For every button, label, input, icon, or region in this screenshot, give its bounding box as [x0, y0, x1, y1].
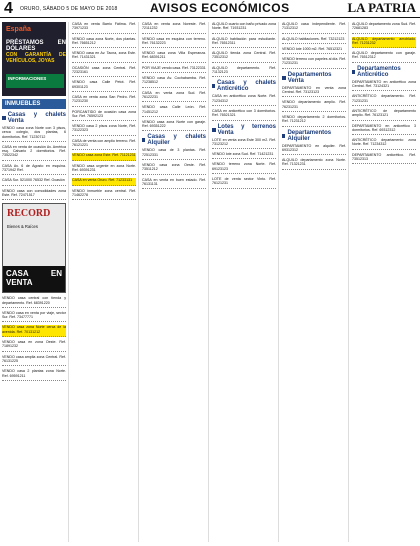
record-sale-label: CASA EN VENTA — [3, 266, 65, 292]
classified-ad: VENDO casa 2 pisos zona Norte, Ref. 73122323 — [72, 124, 136, 136]
classified-ad: DEPARTAMENTO en anticrético zona Central. Ref. 73124321 — [352, 80, 416, 92]
bullet-icon — [352, 70, 355, 74]
classified-ad: ALQUILO habitaciones. Ref. 73212123 — [282, 37, 346, 44]
classified-ad: VENDO casa zona Villa Esperanza. Ref. 68391211 — [142, 51, 206, 63]
column-3 — [142, 22, 209, 542]
classified-ad: VENDO lote 1000 m2. Ref. 76512321 — [282, 47, 346, 54]
highlighted-ad: ALQUILO departamento amoblado. Ref. 71231232 — [352, 37, 416, 49]
classified-ad: CASA en venta en buen estado. Ref. 76131131 — [142, 178, 206, 190]
classified-ad: CASA en venta de ocasión Av. América esq. Calvario 2 dormitorios. Ref. 73522342 — [2, 145, 66, 161]
classified-ad: CASA Sur. 521000 76532 Ref. Ocasión — [2, 178, 66, 185]
column-5 — [282, 22, 349, 542]
bullet-icon — [2, 116, 6, 120]
classified-ad: VENDO terreno zona Norte. Ref. 69123123 — [212, 162, 276, 174]
classified-ad: DEPARTAMENTO en anticrético 3 dormitorios. Ref. 69312312 — [352, 124, 416, 136]
classified-ad: LOTE de venta sector Vinto. Ref. 76121231 — [212, 177, 276, 189]
classified-ad: VENDO casa en venta por viaje, sector Sur. Ref. 73477771 — [2, 311, 66, 323]
classified-ad: VENDO casa Calle León. Ref. 71451212 — [142, 105, 206, 117]
record-brand: RECORD — [7, 208, 51, 220]
classified-ad: ALQUILO habitación para estudiante. Ref. 76512311 — [212, 37, 276, 49]
banner-line3: INFORMACIONES — [6, 74, 64, 88]
classified-ad: VENDO casa en zona Oeste. Ref. 71891232 — [2, 340, 66, 352]
category-inmuebles: INMUEBLES — [2, 99, 66, 109]
category-casas-chalets-venta — [2, 112, 66, 124]
category-casas-anticretico — [212, 80, 276, 92]
column-4 — [212, 22, 279, 542]
classified-ad: ALQUILO departamento con garaje. Ref. 76512312 — [352, 51, 416, 63]
classified-ad: VENDO inmueble zona central. Ref. 71462278 — [72, 189, 136, 201]
classified-ad: ALQUILO departamento zona Sud. Ref. 72681283 — [352, 22, 416, 34]
bullet-icon — [212, 128, 216, 132]
record-subtitle: Bienes & Raíces — [7, 224, 38, 230]
highlighted-ad: CASA en venta Oruro. Ref. 71233131 — [72, 178, 136, 185]
classified-ad: CASA Av. 6 de Agosto en esquina. 7371942 Ref. — [2, 164, 66, 176]
classified-ad: VENDO casa central con tienda y departamento. Ref. 68391220 — [2, 296, 66, 308]
classified-ad: VENDO casa Av. Cochabamba. Ref. 71238512 — [142, 76, 206, 88]
classified-ad: VENDO casa amplia zona Central. Ref. 76131225 — [2, 355, 66, 367]
classified-ad: LOTE en venta zona Este 300 m2. Ref. 73123212 — [212, 138, 276, 150]
bullet-icon — [282, 134, 285, 138]
bullet-icon — [142, 138, 145, 142]
banner-brand: España — [6, 26, 31, 33]
classified-ad: POR VIAJE vendo casa. Ref. 73122331 — [142, 66, 206, 73]
classified-ad: CASA en venta zona Sud. Ref. 76122231 — [142, 91, 206, 103]
classified-ad: VENDO casa con comodidades zona Este. Ref. 72471517 — [2, 189, 66, 201]
classified-ad: VENDO casa zona Norte con garaje. Ref. 69351222 — [142, 120, 206, 132]
classified-ad: ANTICRÉTICO departamento zona Norte. Ref. 71234312 — [352, 138, 416, 150]
classified-ad: VENDO casa 2 plantas zona Norte. Ref. 69591211 — [2, 369, 66, 381]
classified-ad: VENDO casa urgente en zona Norte. Ref. 69391231 — [72, 164, 136, 176]
classified-ad: VENDO lote zona Sud. Ref. 71421231 — [212, 152, 276, 159]
category-departamentos-alquiler — [282, 130, 346, 142]
classified-ad: VENDO casa zona Oeste. Ref. 73511212 — [142, 163, 206, 175]
classified-ad: CASA en venta Barrio Fátima. Ref. 73971233 — [72, 22, 136, 34]
category-departamentos-anticretico — [352, 66, 416, 78]
classified-ad: ALQUILO departamento. Ref. 71132123 — [212, 66, 276, 78]
classified-ad: ANTICRÉTICO de departamento amplio. Ref. 76123121 — [352, 109, 416, 121]
category-label: Casas y chalets Anticrético — [217, 80, 276, 93]
category-label: Departamentos Anticrético — [357, 65, 401, 78]
classified-ad: VENDO casa Calle Petot. Ref. 69301123 — [72, 80, 136, 92]
newspaper-name: LA PATRIA — [347, 0, 416, 15]
section-title: AVISOS ECONÓMICOS — [150, 1, 290, 15]
classified-ad: CASA de venta con amplio terreno. Ref. 76121221 — [72, 139, 136, 151]
classified-ad: DEPARTAMENTO en alquiler. Ref. 69312312 — [282, 144, 346, 156]
classified-ad: ALQUILO tienda zona Central. Ref. 73512312 — [212, 51, 276, 63]
category-label: Departamentos Venta — [287, 71, 332, 84]
classified-ad: VENDO casa zona Norte con 3 pisos, cerca colegio, dos plantas, 6 dormitorios. Ref. 71230712 — [2, 126, 66, 142]
classified-ad: ALQUILO casa independiente. Ref. 71312312 — [282, 22, 346, 34]
classified-ad: OCASIÓN casa zona Central. Ref. 72323161 — [72, 66, 136, 78]
page-number: 4 — [4, 0, 13, 17]
classified-ad: CASA en venta zona Noreste. Ref. 72111232 — [142, 22, 206, 34]
classified-ad: VENDO casa en esquina con terreno. Ref. 76132223 — [142, 37, 206, 49]
category-label: Departamentos Alquiler — [287, 129, 332, 142]
classified-ad: CASA en anticrético con 3 dormitorios. Ref. 76521321 — [212, 109, 276, 121]
highlighted-ad: VENDO casa zona Norte cerca de la avenida. Ref. 70131212 — [2, 325, 66, 337]
category-departamentos-venta — [282, 72, 346, 84]
category-lotes-terrenos — [212, 124, 276, 136]
classified-ad: VENDO casa zona Norte, dos plantas. Ref. 76651212 — [72, 37, 136, 49]
category-label: Lotes y terrenos Venta — [217, 123, 276, 136]
dateline: ORURO, SÁBADO 5 DE MAYO DE 2018 — [20, 6, 118, 12]
column-6 — [352, 22, 418, 542]
highlighted-ad: VENDO casa zona Este. Ref. 71121231 — [72, 153, 136, 160]
classified-ad: PORCANTIDO de ocasión casa zona Sur. Ref. 76592123 — [72, 110, 136, 122]
category-casas-alquiler — [142, 134, 206, 146]
column-1 — [2, 22, 69, 542]
loan-banner-ad — [2, 22, 66, 96]
classified-ad: VENDO departamento amplio. Ref. 76231231 — [282, 100, 346, 112]
bullet-icon — [212, 84, 215, 88]
classified-ad: ALQUILO departamento zona Norte. Ref. 71321231 — [282, 158, 346, 170]
classified-ad: CASA en venta zona San Pedro. Ref. 71231230 — [72, 95, 136, 107]
category-label: Casas y chalets Venta — [7, 112, 66, 124]
classified-ad: CASA en anticrético zona Norte. Ref. 71234312 — [212, 94, 276, 106]
classified-ad: VENDO casa en Av. Tacna, zona Este. Ref. 71431321 — [72, 51, 136, 63]
classified-ad: VENDO casa de 3 plantas. Ref. 72512331 — [142, 148, 206, 160]
classified-ad: DEPARTAMENTO en venta zona Central. Ref. 73123123 — [282, 86, 346, 98]
classified-ad: ANTICRÉTICO departamento. Ref. 71231231 — [352, 94, 416, 106]
category-label: Casas y chalets Alquiler — [147, 134, 206, 147]
page-header — [0, 0, 420, 18]
classified-ad: VENDO departamento 2 dormitorios. Ref. 71231212 — [282, 115, 346, 127]
classified-ad: DEPARTAMENTO anticrético. Ref. 73512313 — [352, 153, 416, 165]
classified-ad: ALQUILO cuarto con baño privado zona Norte. Ref. 71931231 — [212, 22, 276, 34]
column-2 — [72, 22, 139, 542]
record-realestate-ad — [2, 203, 66, 293]
banner-line2: CON GARANTÍA DE VEHÍCULOS, JOYAS — [6, 52, 66, 64]
bullet-icon — [282, 76, 286, 80]
classifieds-columns — [2, 22, 418, 542]
classified-ad: VENDO terreno con papeles al día. Ref. 71231231 — [282, 57, 346, 69]
banner-line1: PRÉSTAMOS EN DÓLARES — [6, 40, 66, 52]
